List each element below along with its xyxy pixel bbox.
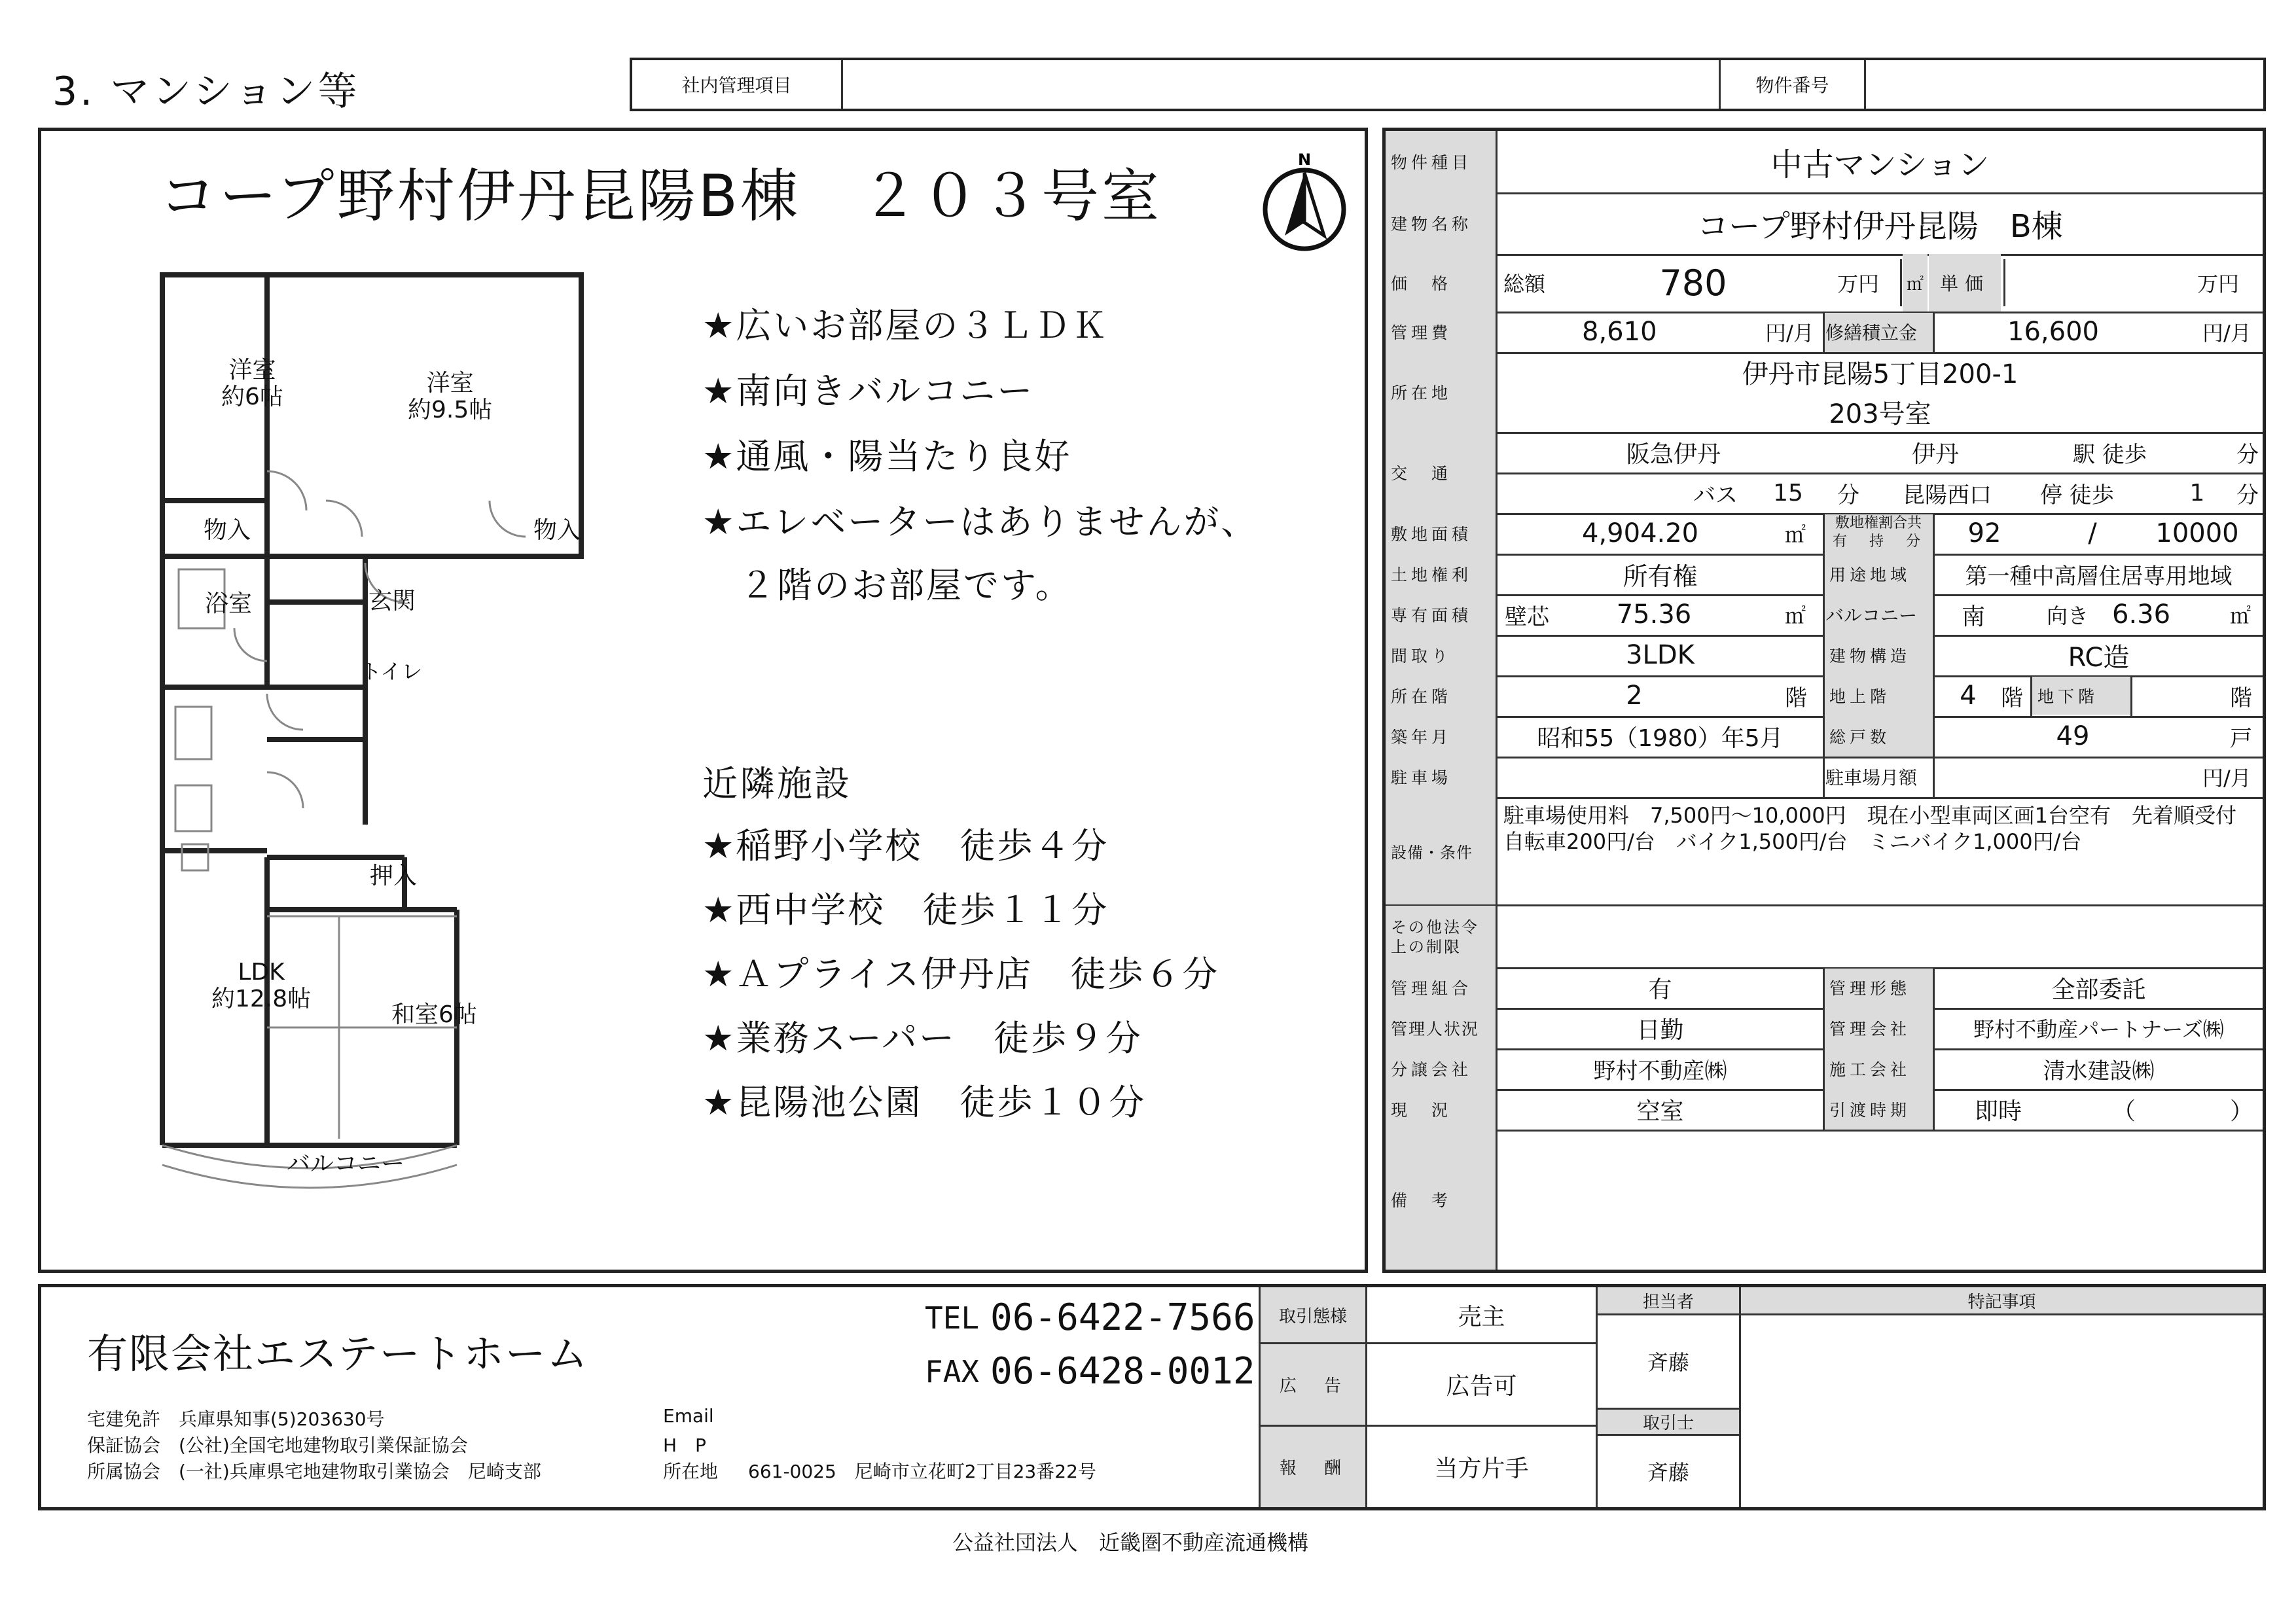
feature-5: ２階のお部屋です。 — [702, 565, 1073, 606]
bath-room: 浴室 — [205, 590, 253, 617]
seller-label: 分譲会社 — [1386, 1048, 1496, 1089]
builder: 清水建設㈱ — [2043, 1058, 2155, 1084]
compass-letter: N — [1297, 151, 1312, 169]
feature-3: ★通風・陽当たり良好 — [702, 436, 1072, 477]
person-label: 担当者 — [1642, 1292, 1694, 1312]
above-unit: 階 — [2001, 685, 2023, 711]
share-denominator: 10000 — [2155, 518, 2239, 548]
form-label: 管理形態 — [1829, 979, 1911, 998]
handover-label: 引渡時期 — [1829, 1101, 1911, 1120]
total-units: 49 — [2056, 721, 2090, 751]
mgmt-form: 全部委託 — [2051, 976, 2146, 1003]
share-label-1: 敷地権割合共 — [1835, 515, 1922, 531]
repair-label: 修繕積立金 — [1825, 322, 1918, 344]
special-notes — [1749, 1316, 2253, 1506]
bus-label: バス — [1693, 482, 1738, 508]
mgmt-assoc: 有 — [1648, 976, 1672, 1003]
top-bar — [630, 58, 2266, 111]
below-label: 地下階 — [2032, 677, 2130, 715]
footer-box — [38, 1284, 2266, 1510]
status-label: 現 況 — [1386, 1089, 1496, 1130]
land-label: 敷地面積 — [1386, 513, 1496, 554]
spec-table — [1382, 128, 2266, 1273]
type-label: 物件種目 — [1386, 131, 1496, 192]
station-walk: 駅 徒歩 — [2073, 441, 2147, 468]
law-label-2: 上の制限 — [1391, 938, 1462, 956]
company-address: 661-0025 尼崎市立花町2丁目23番22号 — [748, 1461, 1096, 1482]
land-right: 所有権 — [1623, 562, 1698, 591]
handover: 即時 — [1975, 1097, 2022, 1125]
bus-stop: 昆陽西口 — [1903, 482, 1992, 508]
stop-walk-min: 1 — [2189, 479, 2205, 507]
floors-below — [2138, 675, 2204, 716]
guarantee-assoc: 保証協会 (公社)全国宅地建物取引業保証協会 — [87, 1435, 468, 1456]
hp-label: H P — [663, 1435, 706, 1456]
toilet: トイレ — [361, 659, 423, 684]
name-label: 建物名称 — [1386, 192, 1496, 254]
struct-label: 建物構造 — [1829, 647, 1911, 666]
internal-label: 社内管理項目 — [632, 60, 843, 109]
repair-fee: 16,600 — [2007, 317, 2099, 347]
share-label-2: 有 持 分 — [1832, 533, 1924, 550]
direction-label: 向き — [2047, 603, 2089, 628]
deal-type: 売主 — [1458, 1303, 1505, 1330]
parking-label: 駐車場 — [1386, 757, 1496, 797]
area-label: 専有面積 — [1386, 594, 1496, 635]
right-label: 土地権利 — [1386, 554, 1496, 594]
member-assoc: 所属協会 (一社)兵庫県宅地建物取引業協会 尼崎支部 — [87, 1461, 541, 1482]
equip-label: 設備・条件 — [1386, 797, 1496, 904]
mgmt-label: 管理費 — [1386, 312, 1496, 352]
land-area: 4,904.20 — [1582, 518, 1699, 548]
feature-2: ★南向きバルコニー — [702, 370, 1035, 412]
closet: 押入 — [370, 863, 418, 889]
licensed-agent: 斉藤 — [1647, 1460, 1689, 1485]
sqm-2: ㎡ — [1785, 522, 1806, 547]
number-value — [1866, 60, 2259, 109]
share-numerator: 92 — [1967, 518, 2001, 548]
email-label: Email — [663, 1405, 714, 1427]
equip-text: 駐車場使用料 7,500円〜10,000円 現在小型車両区画1台空有 先着順受付 自転車200円/台 バイク1,500円/台 ミニバイク1,000円/台 — [1503, 803, 2257, 854]
room-western-2: 洋室 約9.5帖 — [408, 370, 493, 424]
license: 宅建免許 兵庫県知事(5)203630号 — [87, 1408, 385, 1430]
price-label: 価 格 — [1386, 254, 1496, 312]
built-label: 築年月 — [1386, 716, 1496, 757]
total-label: 総額 — [1503, 272, 1546, 296]
man-yen-2: 万円 — [2197, 272, 2240, 296]
floor-label: 所在階 — [1386, 675, 1496, 716]
assoc-label: 管理組合 — [1386, 967, 1496, 1008]
room-ldk: LDK 約12.8帖 — [211, 959, 312, 1013]
zone-label: 用途地域 — [1829, 565, 1911, 584]
feature-1: ★広いお部屋の３ＬＤＫ — [702, 305, 1109, 346]
section-title: 3. マンション等 — [52, 69, 360, 115]
zone: 第一種中高層住居専用地域 — [1965, 563, 2233, 590]
floor-unit: 階 — [1785, 685, 1807, 711]
mgmt-company: 野村不動産パートナーズ㈱ — [1973, 1017, 2224, 1042]
nearby-2: ★西中学校 徒歩１１分 — [702, 889, 1109, 931]
property-type: 中古マンション — [1770, 146, 1990, 183]
storage-1: 物入 — [204, 517, 251, 544]
above-label: 地上階 — [1829, 687, 1891, 706]
law-label-1: その他法令 — [1391, 918, 1479, 936]
station: 伊丹 — [1911, 440, 1959, 468]
floor-area: 75.36 — [1616, 599, 1692, 630]
structure: RC造 — [2068, 642, 2130, 673]
bus-min-unit: 分 — [1837, 482, 1859, 508]
builder-label: 施工会社 — [1829, 1060, 1911, 1079]
compass-icon — [1255, 149, 1354, 254]
units-suffix: 戸 — [2230, 725, 2252, 752]
parking — [1503, 757, 1818, 797]
storage-2: 物入 — [533, 517, 581, 544]
manager-status: 日勤 — [1636, 1016, 1684, 1044]
agent-label: 取引士 — [1642, 1413, 1694, 1433]
property-heading: コープ野村伊丹昆陽B棟 ２０３号室 — [159, 162, 1162, 230]
fax-number: 06-6428-0012 — [990, 1350, 1255, 1393]
built-date: 昭和55（1980）年5月 — [1537, 724, 1784, 752]
status: 空室 — [1636, 1097, 1684, 1125]
man-yen: 万円 — [1837, 272, 1880, 296]
notes-label: 備 考 — [1386, 1130, 1496, 1270]
mgmt-fee: 8,610 — [1582, 317, 1657, 347]
person-in-charge: 斉藤 — [1647, 1350, 1689, 1375]
law-label — [1386, 906, 1496, 967]
price-value: 780 — [1659, 262, 1727, 304]
feature-4: ★エレベーターはありませんが、 — [702, 501, 1259, 543]
bus-minutes: 15 — [1773, 479, 1803, 507]
unit-label: 単価 — [1929, 254, 2001, 312]
balcony: バルコニー — [287, 1150, 405, 1177]
sqm-unit: ㎡ — [1903, 254, 1928, 312]
room-washitsu: 和室6帖 — [391, 1001, 477, 1028]
floor-plan — [143, 262, 588, 1217]
entrance: 玄関 — [368, 588, 416, 615]
parking-fee — [1942, 757, 2138, 797]
floors-above: 4 — [1960, 681, 1977, 711]
share-slash: / — [2088, 518, 2097, 548]
balcony-direction: 南 — [1962, 603, 1986, 630]
parking-fee-label: 駐車場月額 — [1825, 767, 1918, 789]
layout-label: 間取り — [1386, 635, 1496, 675]
unit-price — [2007, 254, 2171, 312]
per-month: 円/月 — [1765, 321, 1814, 346]
address-line-1: 伊丹市昆陽5丁目200-1 — [1742, 359, 2018, 389]
addr-label: 所在地 — [663, 1461, 719, 1482]
sqm-4: ㎡ — [2230, 603, 2251, 628]
balcony-label: バルコニー — [1825, 605, 1918, 626]
company-name: 有限会社エステートホーム — [87, 1330, 589, 1378]
balcony-area: 6.36 — [2112, 599, 2171, 630]
seller: 野村不動産㈱ — [1593, 1058, 1727, 1084]
internal-value — [843, 60, 1694, 109]
traffic-label: 交 通 — [1386, 432, 1496, 513]
company-label: 管理会社 — [1829, 1020, 1911, 1039]
deal-label: 取引態様 — [1278, 1306, 1347, 1327]
sqm-3: ㎡ — [1785, 603, 1806, 628]
address-line-2: 203号室 — [1829, 399, 1931, 429]
room-western-1: 洋室 約6帖 — [221, 357, 283, 411]
law-restrictions — [1503, 904, 2256, 967]
floor: 2 — [1626, 681, 1643, 711]
nearby-1: ★稲野小学校 徒歩４分 — [702, 825, 1109, 866]
stop-min-unit: 分 — [2236, 482, 2259, 508]
per-month-2: 円/月 — [2202, 321, 2251, 346]
rail-line: 阪急伊丹 — [1626, 440, 1721, 468]
station-walk-min: 分 — [2236, 441, 2259, 468]
building-name: コープ野村伊丹昆陽 B棟 — [1697, 207, 2063, 245]
handover-paren: （ ） — [2112, 1097, 2254, 1125]
share-label — [1824, 514, 1933, 554]
fax-label: FAX — [925, 1354, 980, 1389]
special-label: 特記事項 — [1967, 1292, 2036, 1312]
nearby-5: ★昆陽池公園 徒歩１０分 — [702, 1082, 1147, 1123]
notes — [1503, 1130, 2256, 1270]
bottom-organization: 公益社団法人 近畿圏不動産流通機構 — [952, 1530, 1309, 1555]
wall-center: 壁芯 — [1505, 603, 1549, 630]
nearby-4: ★業務スーパー 徒歩９分 — [702, 1018, 1143, 1059]
loc-label: 所在地 — [1386, 352, 1496, 432]
commission: 当方片手 — [1434, 1455, 1529, 1482]
fee-label: 報 酬 — [1279, 1458, 1346, 1478]
tel-number: 06-6422-7566 — [990, 1296, 1255, 1339]
stop-walk: 停 徒歩 — [2040, 482, 2114, 508]
ad-permission: 広告可 — [1446, 1372, 1517, 1400]
manager-label: 管理人状況 — [1386, 1008, 1496, 1048]
tel-label: TEL — [925, 1300, 980, 1336]
below-unit: 階 — [2230, 685, 2252, 711]
ad-label: 広 告 — [1279, 1376, 1346, 1396]
nearby-3: ★Ａプライス伊丹店 徒歩６分 — [702, 954, 1220, 995]
nearby-title: 近隣施設 — [702, 763, 852, 804]
units-label: 総戸数 — [1829, 728, 1891, 747]
number-label: 物件番号 — [1719, 60, 1866, 109]
per-month-3: 円/月 — [2202, 766, 2251, 791]
layout: 3LDK — [1626, 640, 1695, 670]
floorplan-panel — [38, 128, 1368, 1273]
